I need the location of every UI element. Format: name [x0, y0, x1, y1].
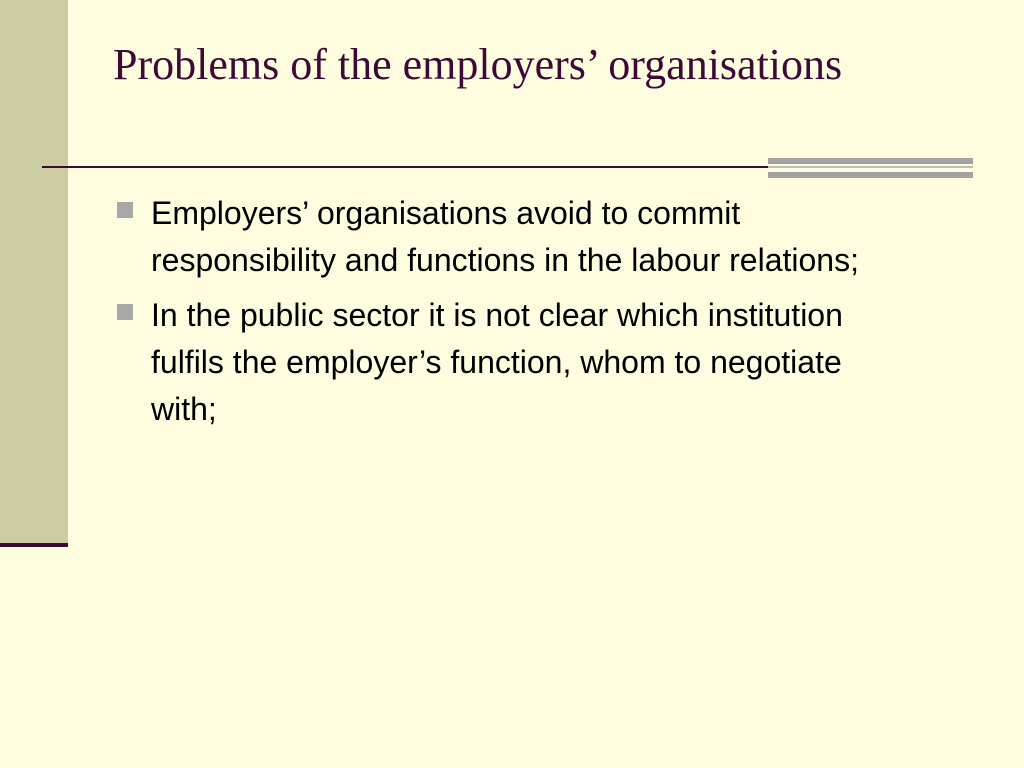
left-sidebar-band	[0, 0, 68, 544]
sidebar-bottom-rule	[0, 543, 68, 547]
title-accent-bar-middle	[768, 166, 973, 168]
square-bullet-icon	[117, 304, 133, 320]
slide-title: Problems of the employers’ organisations	[113, 40, 843, 89]
title-accent-bar-bottom	[768, 172, 973, 178]
bullet-item	[116, 292, 906, 433]
square-bullet-icon	[117, 202, 133, 218]
title-accent-bar-top	[768, 158, 973, 164]
bullet-text: In the public sector it is not clear which institution fulfils the employer’s function, whom to negotiate with;	[151, 297, 843, 427]
title-underline-rule	[42, 166, 768, 168]
bullet-list	[116, 190, 906, 441]
bullet-item	[116, 190, 906, 284]
bullet-text: Employers’ organisations avoid to commit responsibility and functions in the labour relations;	[151, 195, 859, 278]
